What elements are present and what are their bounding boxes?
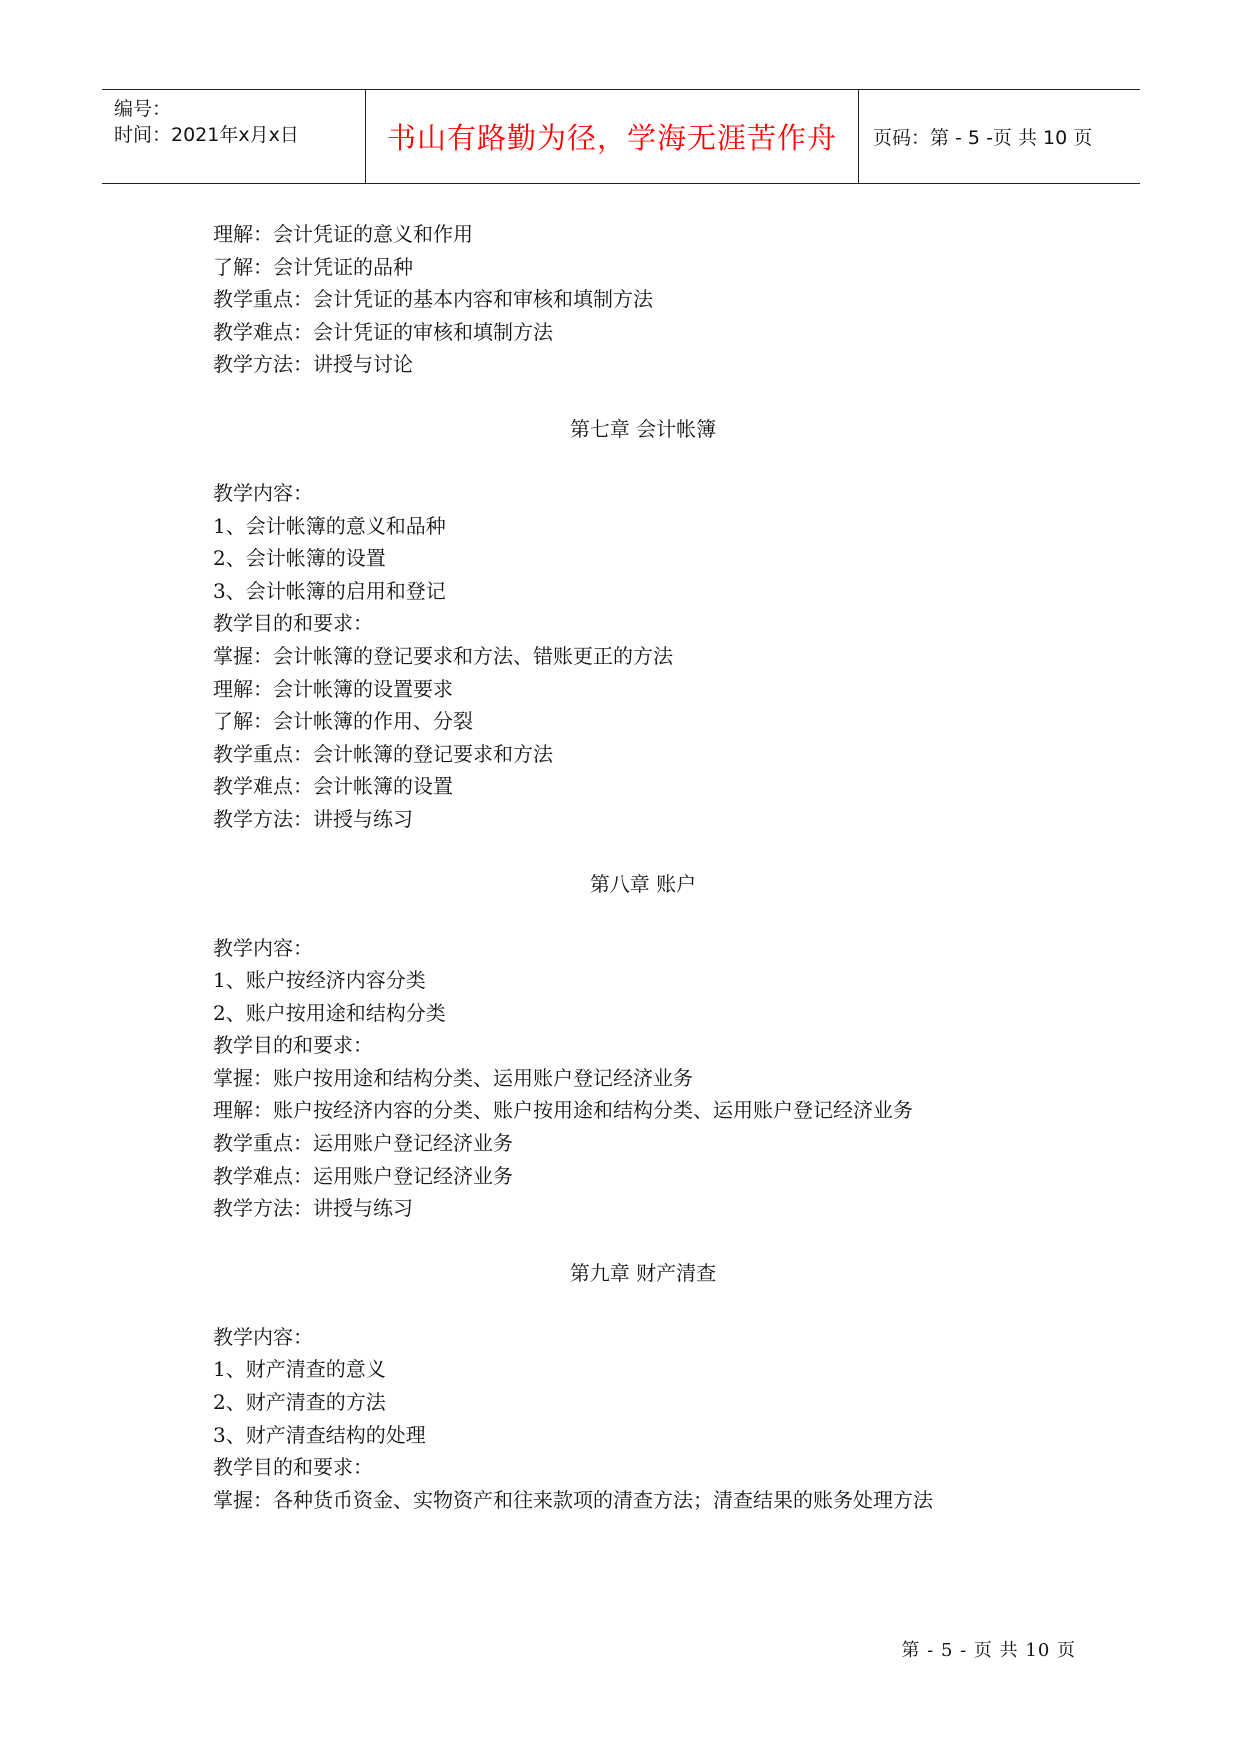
header-page-info: 页码：第 - 5 -页 共 10 页 bbox=[873, 127, 1093, 149]
body-line: 教学目的和要求： bbox=[213, 1455, 373, 1480]
header-page-cell bbox=[859, 90, 1140, 183]
body-line: 教学方法：讲授与讨论 bbox=[213, 352, 413, 377]
body-line: 理解：账户按经济内容的分类、账户按用途和结构分类、运用账户登记经济业务 bbox=[213, 1098, 913, 1123]
body-line: 2、账户按用途和结构分类 bbox=[213, 1000, 446, 1025]
chapter-9-section bbox=[213, 1257, 1073, 1517]
body-line: 掌握：会计帐簿的登记要求和方法、错账更正的方法 bbox=[213, 643, 673, 668]
number-label: 编号： bbox=[114, 98, 172, 120]
body-line: 掌握：各种货币资金、实物资产和往来款项的清查方法；清查结果的账务处理方法 bbox=[213, 1487, 933, 1512]
body-line: 教学重点：会计帐簿的登记要求和方法 bbox=[213, 741, 553, 766]
intro-section bbox=[213, 218, 1073, 381]
body-line: 教学方法：讲授与练习 bbox=[213, 1196, 413, 1221]
body-line: 1、账户按经济内容分类 bbox=[213, 968, 426, 993]
body-line: 了解：会计帐簿的作用、分裂 bbox=[213, 709, 473, 734]
chapter-heading: 第九章 财产清查 bbox=[569, 1260, 717, 1285]
body-line: 教学目的和要求： bbox=[213, 611, 373, 636]
body-line: 教学难点：会计凭证的审核和填制方法 bbox=[213, 319, 553, 344]
body-line: 1、财产清查的意义 bbox=[213, 1357, 386, 1382]
body-line: 1、会计帐簿的意义和品种 bbox=[213, 513, 446, 538]
page-header bbox=[102, 89, 1140, 184]
body-line: 教学难点：运用账户登记经济业务 bbox=[213, 1163, 513, 1188]
chapter-7-section bbox=[213, 413, 1073, 836]
time-label: 时间：2021年x月x日 bbox=[114, 124, 299, 146]
body-line: 了解：会计凭证的品种 bbox=[213, 254, 413, 279]
body-line: 教学重点：会计凭证的基本内容和审核和填制方法 bbox=[213, 287, 653, 312]
motto-text: 书山有路勤为径，学海无涯苦作舟 bbox=[386, 121, 837, 155]
body-line: 3、财产清查结构的处理 bbox=[213, 1422, 426, 1447]
body-line: 理解：会计帐簿的设置要求 bbox=[213, 676, 453, 701]
body-line: 理解：会计凭证的意义和作用 bbox=[213, 222, 473, 246]
body-line: 2、会计帐簿的设置 bbox=[213, 546, 386, 571]
body-line: 教学内容： bbox=[213, 1324, 313, 1349]
header-meta-cell bbox=[102, 90, 366, 183]
body-line: 3、会计帐簿的启用和登记 bbox=[213, 578, 446, 603]
body-line: 教学内容： bbox=[213, 480, 313, 505]
body-line: 教学难点：会计帐簿的设置 bbox=[213, 774, 453, 799]
body-line: 教学重点：运用账户登记经济业务 bbox=[213, 1131, 513, 1156]
page-footer: 第 - 5 - 页 共 10 页 bbox=[901, 1640, 1076, 1661]
body-line: 教学目的和要求： bbox=[213, 1033, 373, 1058]
chapter-heading: 第八章 账户 bbox=[589, 871, 697, 896]
chapter-heading: 第七章 会计帐簿 bbox=[569, 416, 717, 441]
body-line: 教学方法：讲授与练习 bbox=[213, 806, 413, 831]
body-line: 教学内容： bbox=[213, 935, 313, 960]
body-line: 掌握：账户按用途和结构分类、运用账户登记经济业务 bbox=[213, 1065, 693, 1090]
body-line: 2、财产清查的方法 bbox=[213, 1390, 386, 1415]
chapter-8-section bbox=[213, 868, 1073, 1225]
document-body bbox=[213, 218, 1073, 1516]
header-motto-cell bbox=[366, 90, 859, 183]
